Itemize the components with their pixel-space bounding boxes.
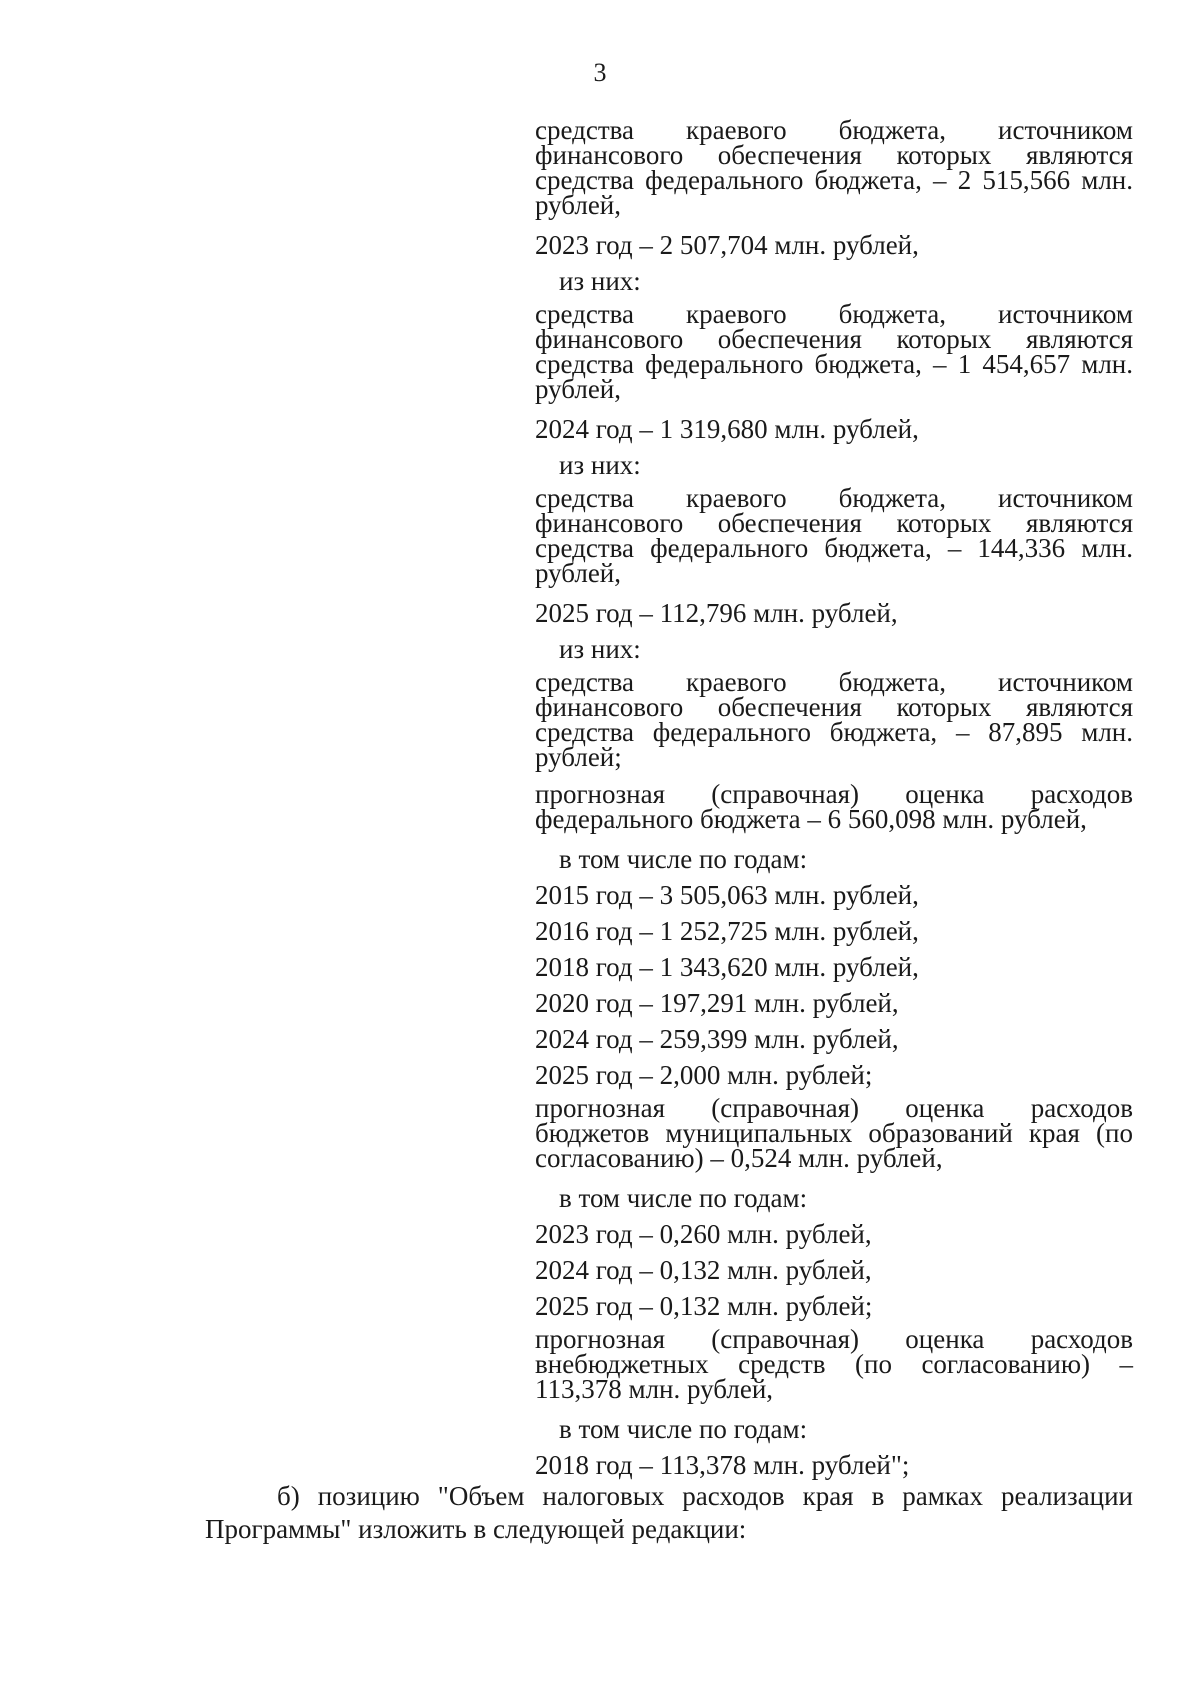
- text-line: 2016 год – 1 252,725 млн. рублей,: [535, 916, 919, 946]
- right-column-text: [535, 115, 1133, 1486]
- text-paragraph: прогнозная (справочная) оценка расходов федерального бюджета – 6 560,098 млн. рублей,: [535, 779, 1133, 834]
- text-line: 2018 год – 113,378 млн. рублей";: [535, 1450, 910, 1480]
- text-line: 2025 год – 2,000 млн. рублей;: [535, 1060, 873, 1090]
- text-paragraph: средства краевого бюджета, источником финансового обеспечения которых являются средства федерального бюджета, – 1 454,657 млн. рублей,: [535, 299, 1133, 404]
- text-subheading: в том числе по годам:: [559, 1183, 808, 1213]
- text-subheading: из них:: [559, 634, 641, 664]
- page-number: 3: [593, 58, 607, 87]
- text-line: 2015 год – 3 505,063 млн. рублей,: [535, 880, 919, 910]
- text-paragraph: прогнозная (справочная) оценка расходов бюджетов муниципальных образований края (по согласованию) – 0,524 млн. рублей,: [535, 1093, 1133, 1173]
- text-line: 2025 год – 112,796 млн. рублей,: [535, 598, 898, 628]
- text-paragraph: прогнозная (справочная) оценка расходов внебюджетных средств (по согласованию) – 113,378 млн. рублей,: [535, 1324, 1133, 1404]
- text-line: 2018 год – 1 343,620 млн. рублей,: [535, 952, 919, 982]
- text-line: 2023 год – 2 507,704 млн. рублей,: [535, 230, 919, 260]
- footer-paragraph: б) позицию "Объем налоговых расходов края в рамках реализации Программы" изложить в следующей редакции:: [205, 1481, 1133, 1544]
- text-line: 2024 год – 0,132 млн. рублей,: [535, 1255, 872, 1285]
- text-paragraph: средства краевого бюджета, источником финансового обеспечения которых являются средства федерального бюджета, – 2 515,566 млн. рублей,: [535, 115, 1133, 220]
- text-subheading: в том числе по годам:: [559, 844, 808, 874]
- text-line: 2020 год – 197,291 млн. рублей,: [535, 988, 899, 1018]
- text-line: 2024 год – 1 319,680 млн. рублей,: [535, 414, 919, 444]
- text-paragraph: средства краевого бюджета, источником финансового обеспечения которых являются средства федерального бюджета, – 144,336 млн. рублей,: [535, 483, 1133, 588]
- text-paragraph: средства краевого бюджета, источником финансового обеспечения которых являются средства федерального бюджета, – 87,895 млн. рублей;: [535, 667, 1133, 772]
- text-subheading: из них:: [559, 450, 641, 480]
- text-line: 2023 год – 0,260 млн. рублей,: [535, 1219, 872, 1249]
- text-subheading: в том числе по годам:: [559, 1414, 808, 1444]
- text-line: 2024 год – 259,399 млн. рублей,: [535, 1024, 899, 1054]
- text-line: 2025 год – 0,132 млн. рублей;: [535, 1291, 873, 1321]
- text-subheading: из них:: [559, 266, 641, 296]
